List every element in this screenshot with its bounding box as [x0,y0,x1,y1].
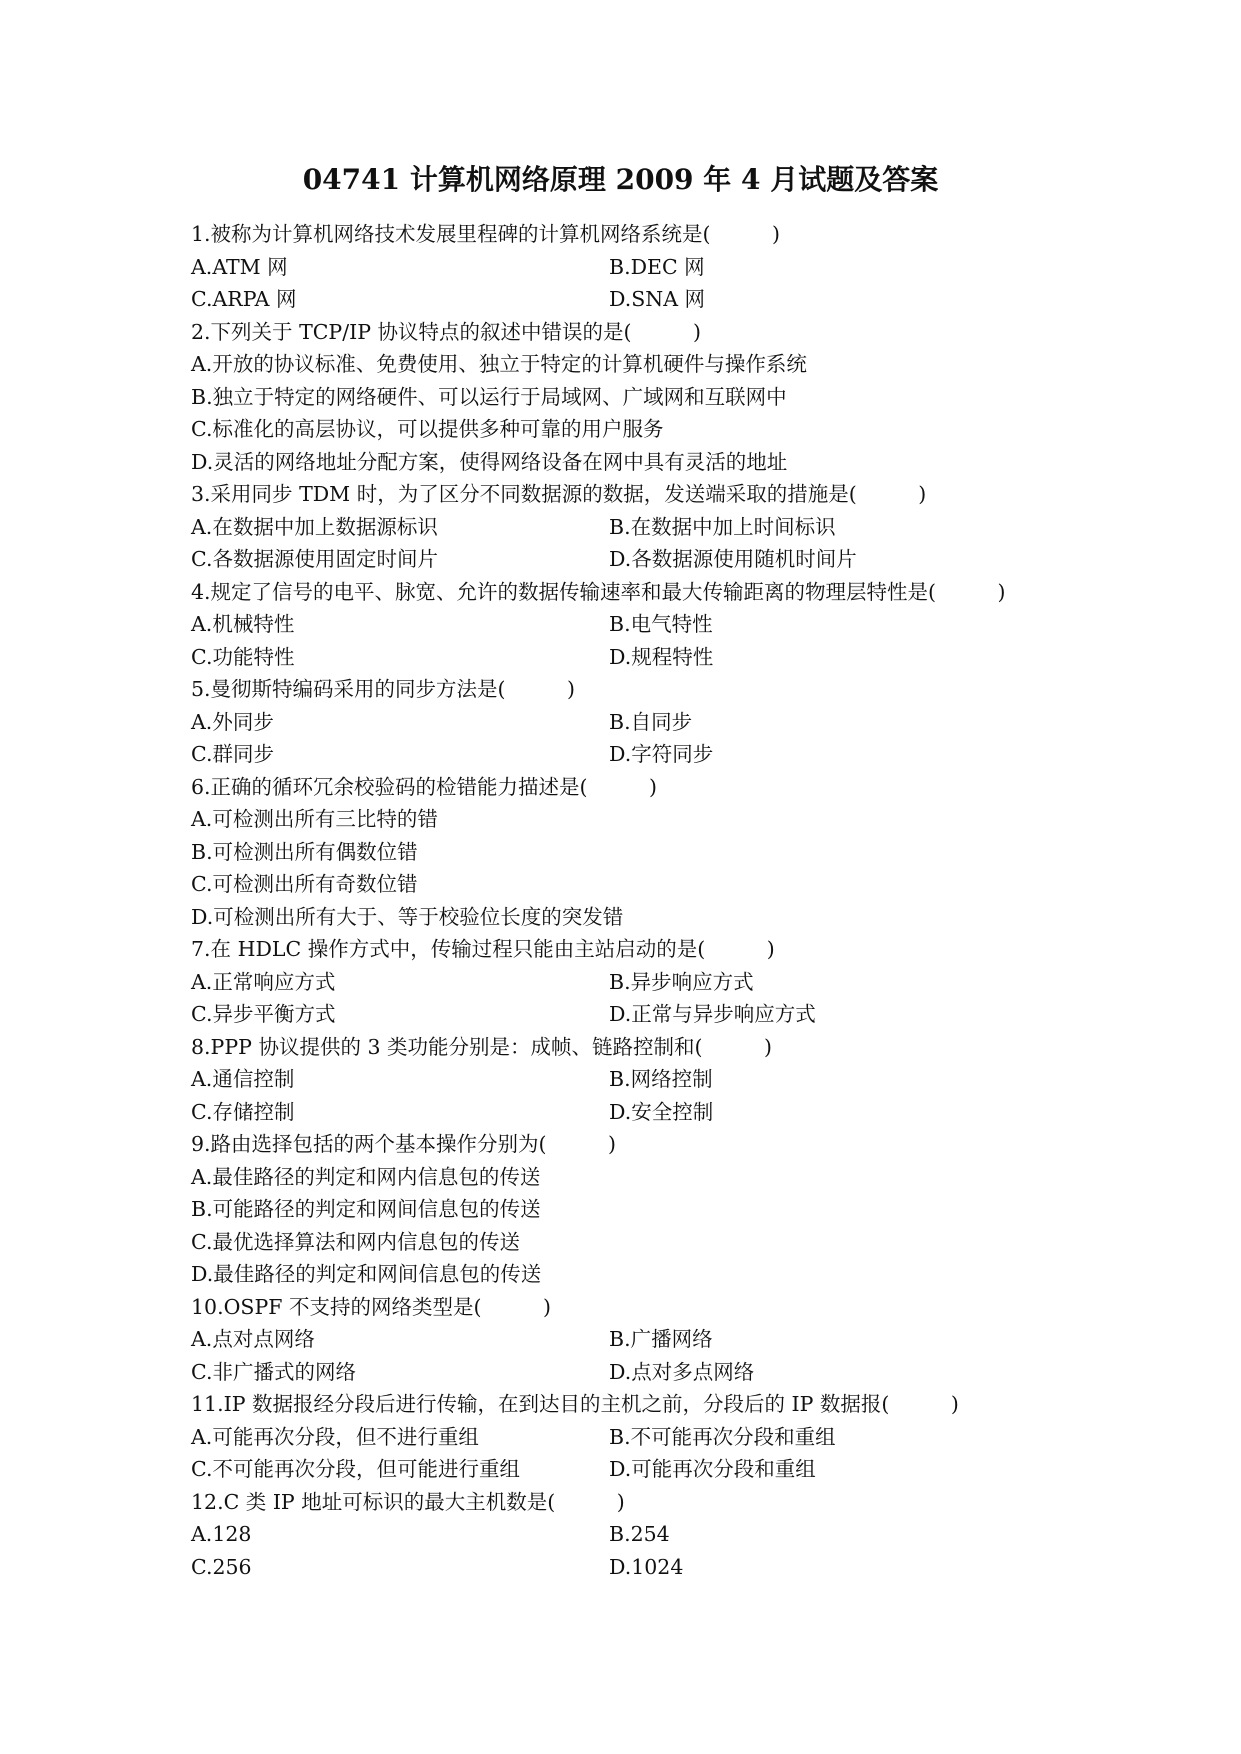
answer-option: B.独立于特定的网络硬件、可以运行于局域网、广域网和互联网中 [191,384,787,409]
option-row [191,1518,1151,1551]
answer-option: A.开放的协议标准、免费使用、独立于特定的计算机硬件与操作系统 [191,352,807,376]
option-row [191,966,1151,999]
answer-option: D.字符同步 [609,742,714,766]
question-stem: 11.IP 数据报经分段后进行传输，在到达目的主机之前，分段后的 IP 数据报( ) [191,1392,959,1416]
answer-option: B.可能路径的判定和网间信息包的传送 [191,1197,541,1221]
question-block [191,316,1151,479]
answer-option: A.点对点网络 [191,1327,315,1351]
answer-option: B.电气特性 [609,612,713,636]
answer-option: C.群同步 [191,742,274,766]
document-title: 04741 计算机网络原理 2009 年 4 月试题及答案 [302,163,939,196]
option-row [191,738,1151,771]
question-stem: 2.下列关于 TCP/IP 协议特点的叙述中错误的是( ) [191,319,702,344]
question-block [191,673,1151,771]
answer-option: D.点对多点网络 [609,1359,755,1384]
answer-option: C.256 [191,1554,252,1579]
option-row [191,251,1151,284]
answer-option: B.异步响应方式 [609,969,754,994]
answer-option: C.最优选择算法和网内信息包的传送 [191,1229,520,1254]
answer-option: A.外同步 [191,709,274,734]
answer-option: C.ARPA 网 [191,287,297,311]
option-row [191,1063,1151,1096]
option-row [191,641,1151,674]
answer-option: C.可检测出所有奇数位错 [191,872,418,896]
answer-option: C.标准化的高层协议，可以提供多种可靠的用户服务 [191,417,664,441]
question-stem: 4.规定了信号的电平、脉宽、允许的数据传输速率和最大传输距离的物理层特性是( ) [191,579,1006,604]
option-row [191,1096,1151,1129]
answer-option: A.可检测出所有三比特的错 [191,807,438,831]
answer-option: B.254 [609,1522,670,1546]
answer-option: A.在数据中加上数据源标识 [191,514,438,539]
option-row [191,998,1151,1031]
option-row [191,1421,1151,1454]
answer-option: A.最佳路径的判定和网内信息包的传送 [191,1164,541,1189]
question-block [191,1388,1151,1486]
question-stem: 6.正确的循环冗余校验码的检错能力描述是( ) [191,774,658,799]
answer-option: A.可能再次分段，但不进行重组 [191,1424,479,1449]
answer-option: D.正常与异步响应方式 [609,1002,816,1026]
answer-option: B.可检测出所有偶数位错 [191,839,418,864]
option-row [191,511,1151,544]
question-stem: 5.曼彻斯特编码采用的同步方法是( ) [191,677,576,701]
question-stem: 1.被称为计算机网络技术发展里程碑的计算机网络系统是( ) [191,222,781,246]
question-block [191,576,1151,674]
question-block [191,1128,1151,1291]
question-block [191,478,1151,576]
answer-option: D.最佳路径的判定和网间信息包的传送 [191,1262,542,1286]
answer-option: A.128 [191,1522,252,1546]
answer-option: A.通信控制 [191,1067,295,1091]
option-row [191,706,1151,739]
question-stem: 7.在 HDLC 操作方式中，传输过程只能由主站启动的是( ) [191,937,775,961]
answer-option: B.在数据中加上时间标识 [609,514,836,539]
answer-option: D.可能再次分段和重组 [609,1457,816,1481]
question-stem: 12.C 类 IP 地址可标识的最大主机数是( ) [191,1489,625,1514]
answer-option: B.自同步 [609,709,693,734]
answer-option: D.1024 [609,1554,684,1579]
answer-option: C.异步平衡方式 [191,1002,336,1026]
question-block [191,771,1151,934]
answer-option: D.灵活的网络地址分配方案，使得网络设备在网中具有灵活的地址 [191,449,788,474]
question-block [191,1291,1151,1389]
question-list [191,218,1151,1583]
answer-option: D.SNA 网 [609,287,706,311]
answer-option: C.存储控制 [191,1099,295,1124]
question-stem: 3.采用同步 TDM 时，为了区分不同数据源的数据，发送端采取的措施是( ) [191,482,927,506]
answer-option: D.可检测出所有大于、等于校验位长度的突发错 [191,904,624,929]
answer-option: D.安全控制 [609,1099,714,1124]
answer-option: B.不可能再次分段和重组 [609,1424,836,1449]
question-stem: 10.OSPF 不支持的网络类型是( ) [191,1294,551,1319]
answer-option: D.规程特性 [609,644,714,669]
answer-option: C.非广播式的网络 [191,1359,356,1384]
answer-option: B.DEC 网 [609,254,705,279]
answer-option: C.各数据源使用固定时间片 [191,547,438,571]
option-row [191,1453,1151,1486]
answer-option: A.机械特性 [191,612,295,636]
question-stem: 8.PPP 协议提供的 3 类功能分别是：成帧、链路控制和( ) [191,1034,773,1059]
answer-option: C.不可能再次分段，但可能进行重组 [191,1457,520,1481]
option-row [191,1356,1151,1389]
question-block [191,1486,1151,1584]
answer-option: B.广播网络 [609,1327,713,1351]
option-row [191,1551,1151,1584]
answer-option: B.网络控制 [609,1067,713,1091]
option-row [191,543,1151,576]
option-row [191,283,1151,316]
answer-option: D.各数据源使用随机时间片 [609,547,857,571]
question-block [191,1031,1151,1129]
answer-option: A.ATM 网 [191,254,288,279]
question-block [191,218,1151,316]
answer-option: C.功能特性 [191,644,295,669]
option-row [191,608,1151,641]
answer-option: A.正常响应方式 [191,969,336,994]
option-row [191,1323,1151,1356]
question-stem: 9.路由选择包括的两个基本操作分别为( ) [191,1132,617,1156]
question-block [191,933,1151,1031]
